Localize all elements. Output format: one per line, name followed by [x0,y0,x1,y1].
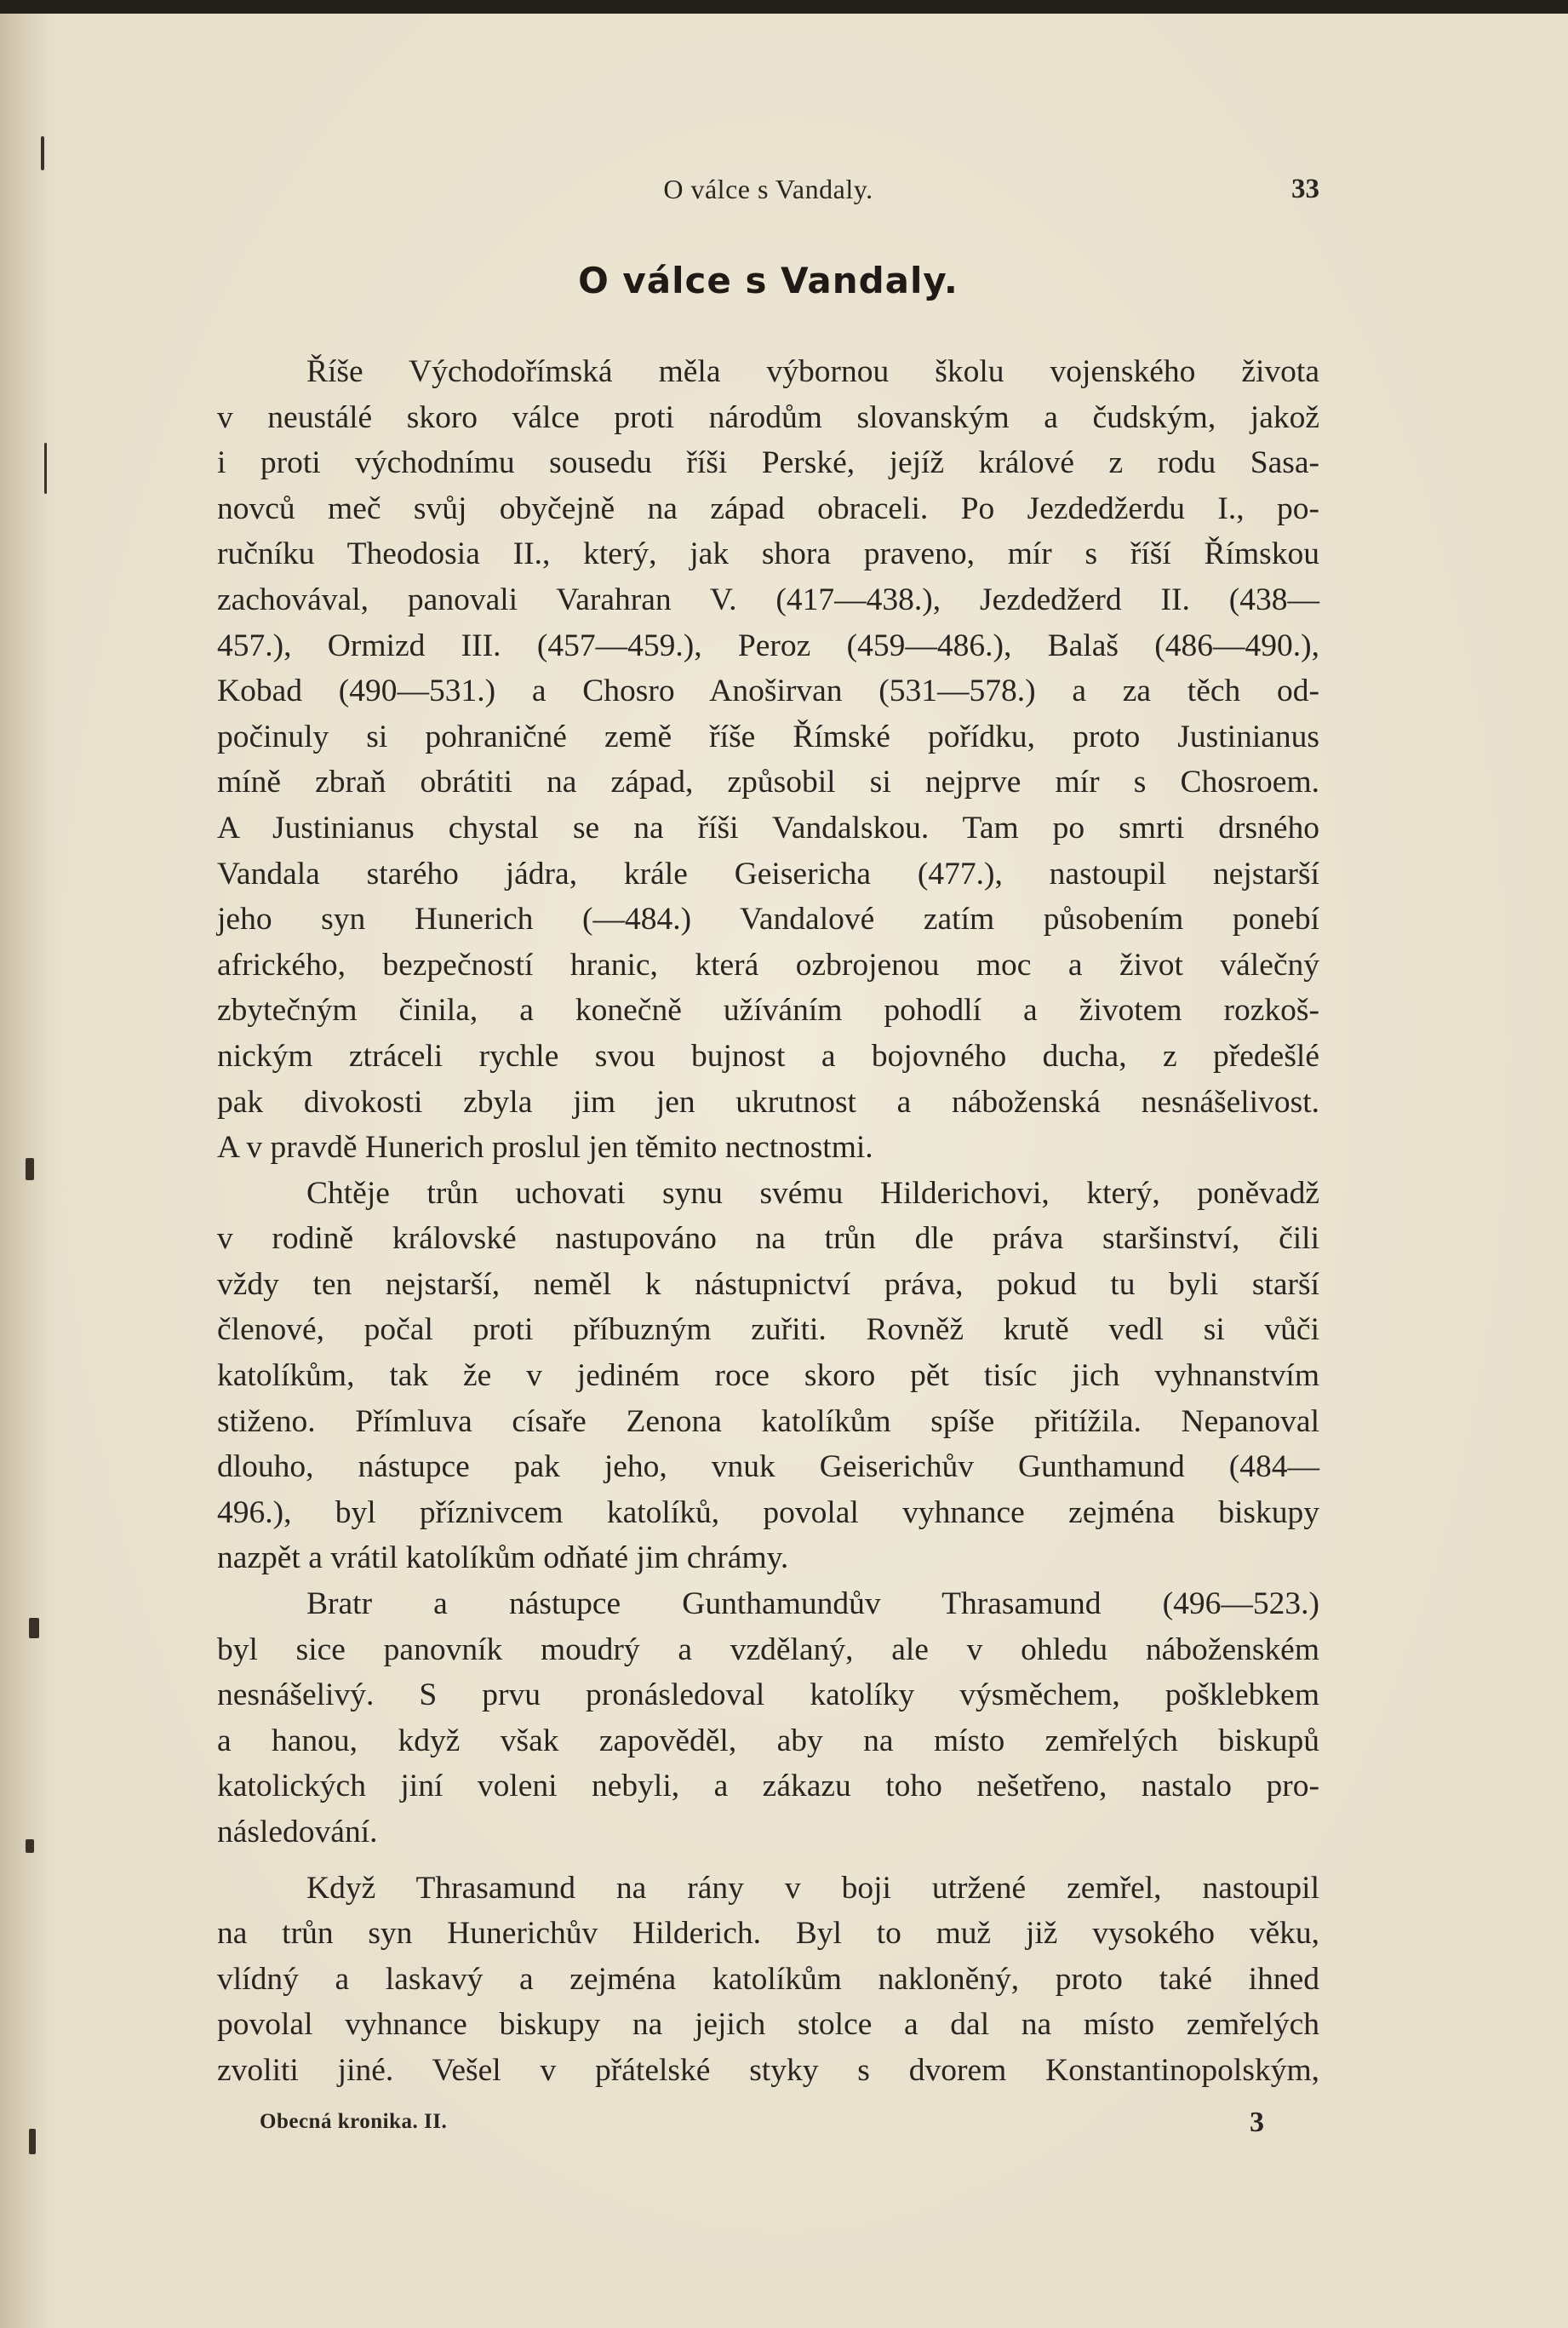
paragraph-gap [217,1855,1319,1866]
text-line: Kobad (490—531.) a Chosro Anoširvan (531—578.) a za těch od- [217,674,1319,709]
text-line: 496.), byl příznivcem katolíků, povolal vyhnance zejména biskupy [217,1494,1319,1530]
body-text [217,349,1319,2094]
footer-label: Obecná kronika. II. [260,2110,448,2133]
text-line: stiženo. Přímluva císaře Zenona katolíkům spíše přitížila. Nepanoval [217,1403,1319,1439]
gutter-mark [26,1839,34,1853]
section-title: O válce s Vandaly. [578,260,959,301]
text-line: vlídný a laskavý a zejména katolíkům nakloněný, proto také ihned [217,1961,1319,1997]
text-line: jeho syn Hunerich (—484.) Vandalové zatím působením ponebí [217,902,1319,938]
paragraph [217,1866,1319,2094]
text-line: ručníku Theodosia II., který, jak shora praveno, mír s říší Římskou [217,536,1319,572]
running-header [217,174,1319,216]
text-line: A Justinianus chystal se na říši Vandalskou. Tam po smrti drsného [217,810,1319,846]
running-title: O válce s Vandaly. [663,174,873,204]
text-line: katolíkům, tak že v jediném roce skoro pět tisíc jich vyhnanstvím [217,1358,1319,1394]
page-number: 33 [1291,174,1319,204]
text-line: novců meč svůj obyčejně na západ obraceli. Po Jezdedžerdu I., po- [217,490,1319,526]
gutter-mark [26,1158,34,1180]
text-line: Když Thrasamund na rány v boji utržené zemřel, nastoupil [306,1870,1319,1906]
gutter-mark [41,136,44,170]
text-line: A v pravdě Hunerich proslul jen těmito nectnostmi. [217,1130,873,1166]
paragraph [217,1171,1319,1581]
text-line: katolických jiní voleni nebyli, a zákazu toho nešetřeno, nastalo pro- [217,1769,1319,1804]
text-line: počinuly si pohraničné země říše Římské pořídku, proto Justinianus [217,719,1319,754]
text-line: nazpět a vrátil katolíkům odňaté jim chrámy. [217,1540,789,1576]
gutter-mark [29,2129,36,2154]
text-line: nesnášelivý. S prvu pronásledoval katolíky výsměchem, pošklebkem [217,1677,1319,1713]
text-line: dlouho, nástupce pak jeho, vnuk Geiserichův Gunthamund (484— [217,1449,1319,1485]
text-line: nickým ztráceli rychle svou bujnost a bojovného ducha, z předešlé [217,1038,1319,1074]
text-line: a hanou, když však zapověděl, aby na místo zemřelých biskupů [217,1723,1319,1758]
signature-mark: 3 [1250,2107,1264,2138]
text-line: Vandala starého jádra, krále Geisericha (477.), nastoupil nejstarší [217,856,1319,892]
text-line: zbytečným činila, a konečně užíváním pohodlí a životem rozkoš- [217,993,1319,1029]
text-line: Chtěje trůn uchovati synu svému Hilderichovi, který, poněvadž [306,1175,1319,1211]
text-line: Říše Východořímská měla výbornou školu vojenského života [306,354,1319,389]
text-line: v rodině královské nastupováno na trůn dle práva staršinství, čili [217,1221,1319,1257]
text-line: byl sice panovník moudrý a vzdělaný, ale v ohledu náboženském [217,1631,1319,1667]
text-line: afrického, bezpečností hranic, která ozbrojenou moc a život válečný [217,947,1319,983]
text-line: následování. [217,1815,378,1849]
scan-top-border [0,0,1568,14]
text-line: míně zbraň obrátiti na západ, způsobil si nejprve mír s Chosroem. [217,765,1319,800]
text-line: 457.), Ormizd III. (457—459.), Peroz (459—486.), Balaš (486—490.), [217,628,1319,663]
text-line: členové, počal proti příbuzným zuřiti. Rovněž krutě vedl si vůči [217,1312,1319,1348]
text-line: Bratr a nástupce Gunthamundův Thrasamund (496—523.) [306,1586,1319,1622]
gutter-mark [29,1618,39,1638]
text-line: i proti východnímu sousedu říši Perské, jejíž králové z rodu Sasa- [217,445,1319,481]
paragraph [217,349,1319,1171]
text-line: zachovával, panovali Varahran V. (417—438.), Jezdedžerd II. (438— [217,582,1319,617]
text-line: na trůn syn Hunerichův Hilderich. Byl to muž již vysokého věku, [217,1916,1319,1952]
text-line: povolal vyhnance biskupy na jejich stolce a dal na místo zemřelých [217,2007,1319,2043]
text-line: vždy ten nejstarší, neměl k nástupnictví práva, pokud tu byli starší [217,1266,1319,1302]
text-line: pak divokosti zbyla jim jen ukrutnost a náboženská nesnášelivost. [217,1084,1319,1120]
page-footer [260,2107,1264,2144]
text-line: v neustálé skoro válce proti národům slovanským a čudským, jakož [217,399,1319,435]
paragraph [217,1581,1319,1855]
gutter-mark [44,443,47,494]
text-line: zvoliti jiné. Vešel v přátelské styky s dvorem Konstantinopolským, [217,2052,1319,2088]
